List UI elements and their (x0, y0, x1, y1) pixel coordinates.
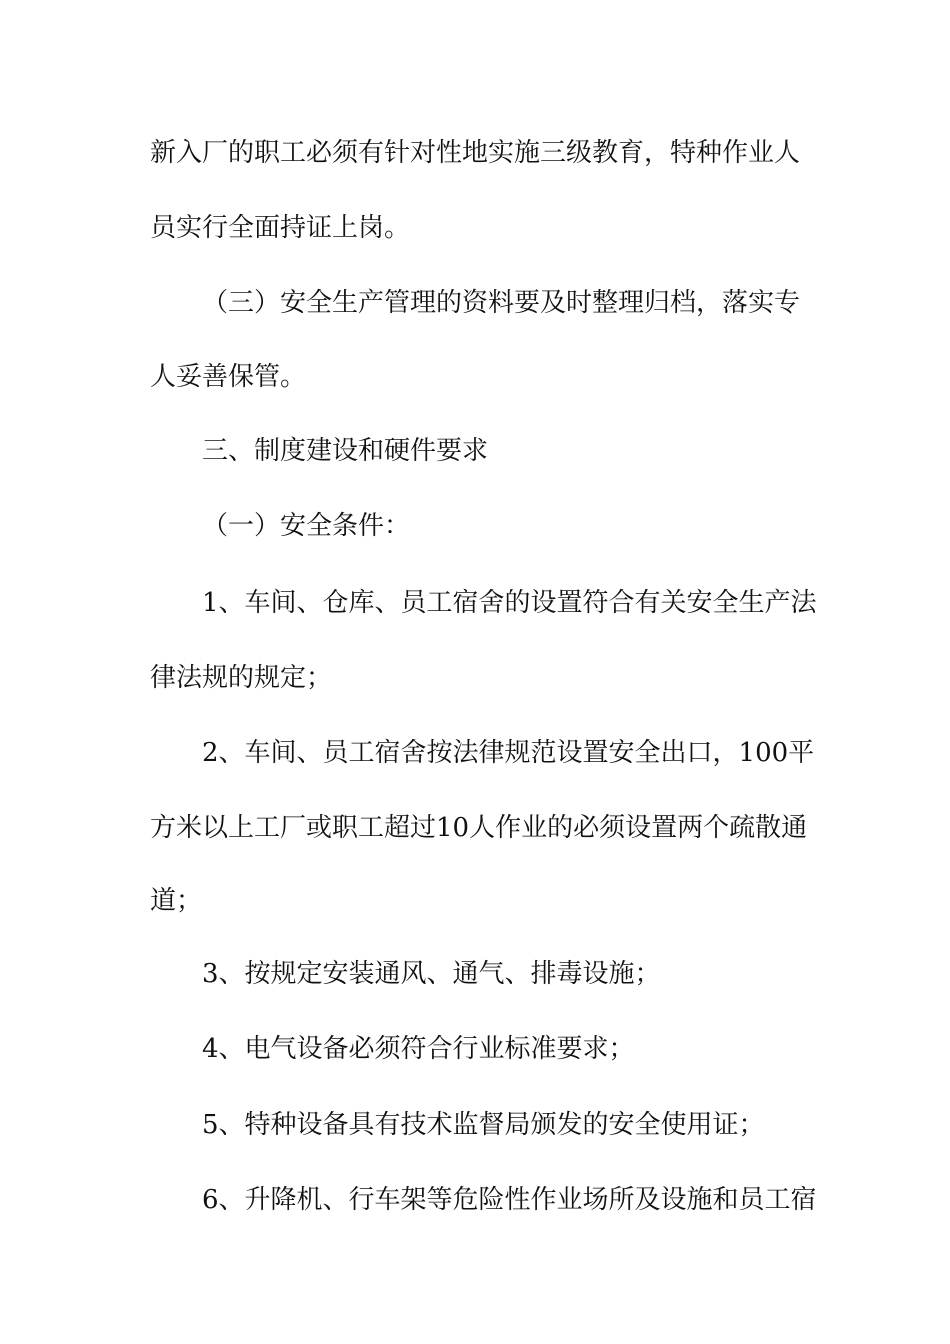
text-line: （三）安全生产管理的资料要及时整理归档，落实专 (202, 288, 801, 318)
list-item: 2、车间、员工宿舍按法律规范设置安全出口，100平 (202, 738, 815, 768)
text-line: 人妥善保管。 (150, 362, 307, 392)
list-item: 3、按规定安装通风、通气、排毒设施； (202, 959, 661, 989)
text-line: 道； (150, 886, 203, 916)
list-item: 5、特种设备具有技术监督局颁发的安全使用证； (202, 1110, 765, 1140)
subsection-heading: （一）安全条件： (202, 511, 411, 541)
text-line: 员实行全面持证上岗。 (150, 213, 411, 243)
list-item: 6、升降机、行车架等危险性作业场所及设施和员工宿 (202, 1185, 817, 1215)
text-line: 律法规的规定； (150, 663, 333, 693)
text-line: 方米以上工厂或职工超过10人作业的必须设置两个疏散通 (150, 813, 808, 843)
list-item: 1、车间、仓库、员工宿舍的设置符合有关安全生产法 (202, 588, 817, 618)
text-line: 新入厂的职工必须有针对性地实施三级教育，特种作业人 (150, 138, 801, 168)
list-item: 4、电气设备必须符合行业标准要求； (202, 1034, 635, 1064)
section-heading: 三、制度建设和硬件要求 (202, 436, 489, 466)
